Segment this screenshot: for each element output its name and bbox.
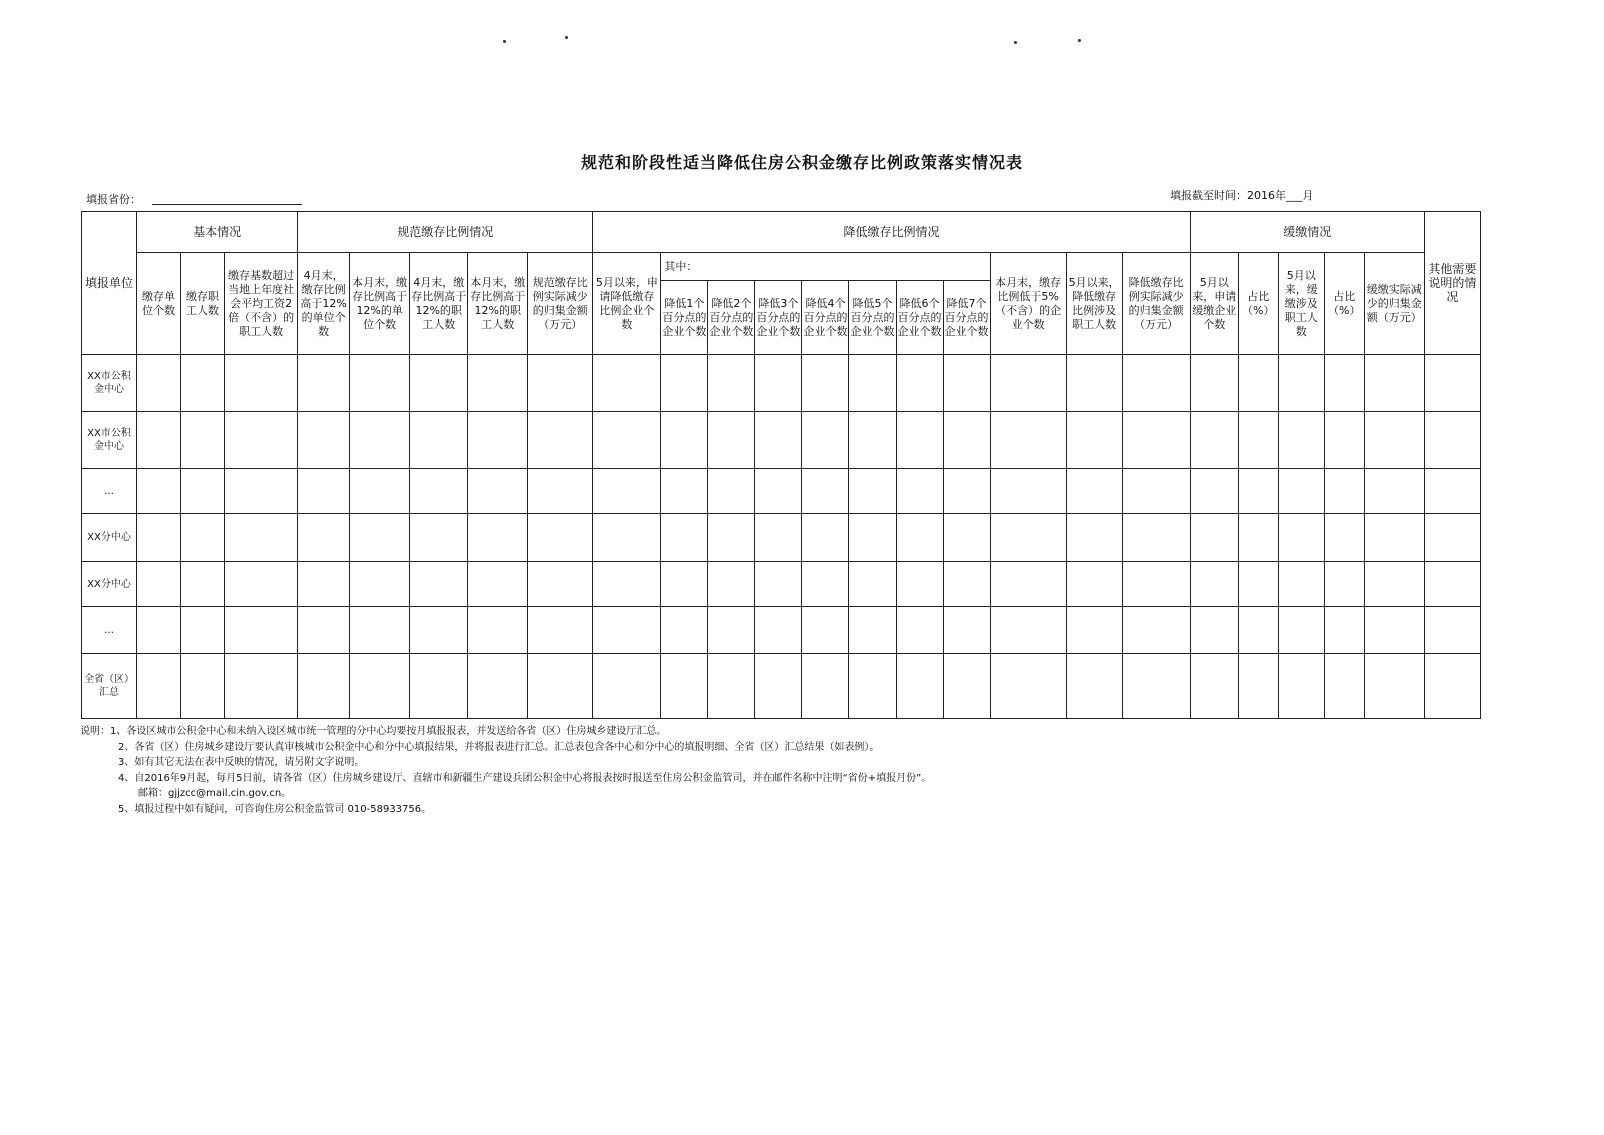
col-header: 降低3个百分点的企业个数 (755, 281, 802, 355)
note-line: 5、填报过程中如有疑问，可咨询住房公积金监管司 010-58933756。 (118, 803, 432, 815)
data-cell (181, 355, 225, 412)
subgroup-header-qizhong: 其中： (661, 253, 990, 281)
data-cell (1190, 562, 1238, 607)
data-cell (593, 514, 661, 562)
row-label: XX分中心 (82, 514, 137, 562)
data-cell (1324, 607, 1364, 654)
data-cell (990, 607, 1066, 654)
data-cell (661, 562, 708, 607)
data-cell (468, 412, 528, 469)
data-cell (661, 654, 708, 719)
data-cell (755, 412, 802, 469)
data-cell (943, 469, 990, 514)
data-cell (1190, 469, 1238, 514)
data-cell (1122, 562, 1190, 607)
data-cell (1278, 412, 1324, 469)
data-cell (755, 654, 802, 719)
data-cell (1364, 469, 1424, 514)
data-cell (593, 469, 661, 514)
data-cell (350, 654, 410, 719)
data-cell (225, 562, 298, 607)
province-label: 填报省份： (86, 193, 141, 206)
data-cell (896, 469, 943, 514)
data-cell (1122, 514, 1190, 562)
col-header: 缴存单位个数 (137, 253, 181, 355)
data-cell (1324, 562, 1364, 607)
notes-section (80, 724, 931, 817)
col-header: 缴存职工人数 (181, 253, 225, 355)
data-cell (1190, 607, 1238, 654)
data-cell (1364, 654, 1424, 719)
data-cell (849, 514, 896, 562)
col-header: 占比（%） (1238, 253, 1278, 355)
data-cell (225, 654, 298, 719)
col-header: 本月末，缴存比例高于12%的职工人数 (468, 253, 528, 355)
col-header: 缴存基数超过当地上年度社会平均工资2倍（不含）的职工人数 (225, 253, 298, 355)
col-header: 降低5个百分点的企业个数 (849, 281, 896, 355)
data-cell (137, 355, 181, 412)
data-cell (593, 654, 661, 719)
col-header: 4月末，缴存比例高于12%的职工人数 (410, 253, 468, 355)
data-cell (1238, 355, 1278, 412)
data-cell (1324, 469, 1364, 514)
data-cell (896, 412, 943, 469)
data-cell (137, 562, 181, 607)
data-cell (1238, 514, 1278, 562)
data-cell (1424, 607, 1480, 654)
data-cell (1066, 562, 1122, 607)
data-cell (661, 469, 708, 514)
data-cell (593, 562, 661, 607)
data-cell (298, 355, 350, 412)
data-cell (708, 607, 755, 654)
data-cell (410, 562, 468, 607)
data-cell (137, 607, 181, 654)
data-cell (755, 355, 802, 412)
data-cell (181, 654, 225, 719)
data-cell (1190, 514, 1238, 562)
data-cell (225, 469, 298, 514)
data-cell (1122, 469, 1190, 514)
col-header: 4月末，缴存比例高于12%的单位个数 (298, 253, 350, 355)
data-cell (990, 355, 1066, 412)
page-title: 规范和阶段性适当降低住房公积金缴存比例政策落实情况表 (580, 153, 1023, 172)
data-cell (1190, 355, 1238, 412)
group-header-basic: 基本情况 (137, 212, 298, 253)
data-cell (1190, 654, 1238, 719)
data-cell (896, 355, 943, 412)
report-table (81, 211, 1481, 719)
data-cell (1238, 654, 1278, 719)
data-cell (708, 562, 755, 607)
data-cell (468, 355, 528, 412)
col-header: 5月以来，申请降低缴存比例企业个数 (593, 253, 661, 355)
data-cell (468, 607, 528, 654)
data-cell (181, 562, 225, 607)
data-cell (468, 514, 528, 562)
data-cell (943, 412, 990, 469)
col-header: 规范缴存比例实际减少的归集金额（万元） (528, 253, 593, 355)
data-cell (708, 469, 755, 514)
data-cell (298, 469, 350, 514)
data-cell (468, 469, 528, 514)
data-cell (1066, 607, 1122, 654)
data-cell (298, 654, 350, 719)
data-cell (896, 654, 943, 719)
data-cell (225, 355, 298, 412)
data-cell (755, 562, 802, 607)
data-cell (1122, 412, 1190, 469)
data-cell (181, 469, 225, 514)
data-cell (350, 514, 410, 562)
data-cell (943, 654, 990, 719)
data-cell (1324, 654, 1364, 719)
data-cell (849, 654, 896, 719)
col-header: 降低4个百分点的企业个数 (802, 281, 849, 355)
data-cell (137, 412, 181, 469)
col-header: 占比（%） (1324, 253, 1364, 355)
data-cell (1424, 469, 1480, 514)
group-header-standardize: 规范缴存比例情况 (298, 212, 593, 253)
data-cell (990, 654, 1066, 719)
data-cell (1324, 355, 1364, 412)
data-cell (943, 607, 990, 654)
col-header: 降低缴存比例实际减少的归集金额（万元） (1122, 253, 1190, 355)
data-cell (181, 607, 225, 654)
data-cell (298, 514, 350, 562)
data-cell (1324, 412, 1364, 469)
data-cell (708, 355, 755, 412)
data-cell (350, 469, 410, 514)
data-cell (350, 412, 410, 469)
data-cell (1364, 355, 1424, 412)
data-cell (593, 355, 661, 412)
data-cell (661, 412, 708, 469)
col-header: 5月以来，缓缴涉及职工人数 (1278, 253, 1324, 355)
data-cell (1424, 412, 1480, 469)
data-cell (802, 562, 849, 607)
data-cell (350, 562, 410, 607)
scan-speck (1014, 41, 1017, 44)
data-cell (1278, 607, 1324, 654)
data-cell (528, 514, 593, 562)
data-cell (298, 562, 350, 607)
data-cell (1238, 469, 1278, 514)
row-label: … (82, 469, 137, 514)
col-header-unit: 填报单位 (82, 212, 137, 355)
data-cell (1190, 412, 1238, 469)
data-cell (181, 514, 225, 562)
data-cell (661, 514, 708, 562)
data-cell (896, 607, 943, 654)
row-label: 全省（区）汇总 (82, 654, 137, 719)
data-cell (1278, 355, 1324, 412)
data-cell (1364, 562, 1424, 607)
col-header: 本月末，缴存比例低于5%（不含）的企业个数 (990, 253, 1066, 355)
data-cell (755, 514, 802, 562)
data-cell (708, 654, 755, 719)
col-header: 5月以来，申请缓缴企业个数 (1190, 253, 1238, 355)
data-cell (1364, 412, 1424, 469)
note-line: 说明：1、各设区城市公积金中心和未纳入设区城市统一管理的分中心均要按月填报报表，并发送给各省（区）住房城乡建设厅汇总。 (80, 726, 667, 737)
data-cell (1238, 607, 1278, 654)
row-label: XX市公积金中心 (82, 412, 137, 469)
data-cell (298, 607, 350, 654)
data-cell (1066, 412, 1122, 469)
data-cell (802, 607, 849, 654)
data-cell (802, 514, 849, 562)
data-cell (755, 607, 802, 654)
group-header-defer: 缓缴情况 (1190, 212, 1424, 253)
row-label: … (82, 607, 137, 654)
data-cell (137, 469, 181, 514)
data-cell (350, 607, 410, 654)
data-cell (661, 607, 708, 654)
col-header: 降低2个百分点的企业个数 (708, 281, 755, 355)
note-line: 邮箱：gjjzcc@mail.cin.gov.cn。 (138, 788, 292, 799)
data-cell (181, 412, 225, 469)
data-cell (410, 469, 468, 514)
data-cell (225, 607, 298, 654)
data-cell (137, 654, 181, 719)
group-header-reduce: 降低缴存比例情况 (593, 212, 1190, 253)
data-cell (1424, 355, 1480, 412)
data-cell (1278, 469, 1324, 514)
data-cell (350, 355, 410, 412)
data-cell (1364, 607, 1424, 654)
col-header: 5月以来，降低缴存比例涉及职工人数 (1066, 253, 1122, 355)
data-cell (410, 355, 468, 412)
data-cell (1066, 654, 1122, 719)
row-label: XX分中心 (82, 562, 137, 607)
data-cell (1278, 514, 1324, 562)
data-cell (528, 412, 593, 469)
data-cell (528, 607, 593, 654)
data-cell (1122, 654, 1190, 719)
data-cell (410, 607, 468, 654)
data-cell (990, 469, 1066, 514)
report-date-label: 填报截至时间：2016年___月 (1170, 189, 1314, 202)
note-line: 4、自2016年9月起，每月5日前，请各省（区）住房城乡建设厅、直辖市和新疆生产建设兵团公积金中心将报表按时报送至住房公积金监管司，并在邮件名称中注明“省份+填报月份”。 (118, 772, 932, 784)
data-cell (849, 607, 896, 654)
data-cell (528, 562, 593, 607)
row-label: XX市公积金中心 (82, 355, 137, 412)
data-cell (802, 412, 849, 469)
data-cell (1066, 514, 1122, 562)
data-cell (1238, 412, 1278, 469)
col-header: 缓缴实际减少的归集金额（万元） (1364, 253, 1424, 355)
data-cell (896, 514, 943, 562)
data-cell (528, 469, 593, 514)
data-cell (661, 355, 708, 412)
data-cell (410, 514, 468, 562)
data-cell (849, 562, 896, 607)
data-cell (990, 562, 1066, 607)
data-cell (225, 514, 298, 562)
data-cell (990, 412, 1066, 469)
data-cell (528, 654, 593, 719)
data-cell (943, 355, 990, 412)
data-cell (528, 355, 593, 412)
data-cell (849, 412, 896, 469)
col-header: 降低6个百分点的企业个数 (896, 281, 943, 355)
data-cell (468, 562, 528, 607)
data-cell (990, 514, 1066, 562)
scan-speck (565, 36, 568, 39)
data-cell (1424, 562, 1480, 607)
data-cell (708, 514, 755, 562)
col-header: 降低1个百分点的企业个数 (661, 281, 708, 355)
note-line: 2、各省（区）住房城乡建设厅要认真审核城市公积金中心和分中心填报结果，并将报表进行汇总。汇总表包含各中心和分中心的填报明细、全省（区）汇总结果（如表例）。 (118, 741, 880, 753)
data-cell (1238, 562, 1278, 607)
province-fill-line (152, 204, 302, 205)
data-cell (849, 469, 896, 514)
data-cell (802, 469, 849, 514)
data-cell (849, 355, 896, 412)
data-cell (1424, 654, 1480, 719)
data-cell (708, 412, 755, 469)
col-header: 降低7个百分点的企业个数 (943, 281, 990, 355)
data-cell (1066, 469, 1122, 514)
scan-speck (503, 40, 506, 43)
data-cell (896, 562, 943, 607)
note-line: 3、如有其它无法在表中反映的情况，请另附文字说明。 (118, 757, 365, 768)
data-cell (593, 412, 661, 469)
data-cell (755, 469, 802, 514)
data-cell (943, 514, 990, 562)
col-header: 本月末，缴存比例高于12%的单位个数 (350, 253, 410, 355)
scan-speck (1078, 39, 1081, 42)
data-cell (593, 607, 661, 654)
col-header-other: 其他需要说明的情况 (1424, 212, 1480, 355)
data-cell (1122, 607, 1190, 654)
data-cell (1278, 654, 1324, 719)
data-cell (225, 412, 298, 469)
data-cell (1424, 514, 1480, 562)
data-cell (410, 654, 468, 719)
data-cell (468, 654, 528, 719)
data-cell (1122, 355, 1190, 412)
data-cell (802, 654, 849, 719)
data-cell (137, 514, 181, 562)
data-cell (1364, 514, 1424, 562)
data-cell (802, 355, 849, 412)
data-cell (943, 562, 990, 607)
data-cell (1066, 355, 1122, 412)
data-cell (410, 412, 468, 469)
data-cell (298, 412, 350, 469)
data-cell (1324, 514, 1364, 562)
data-cell (1278, 562, 1324, 607)
